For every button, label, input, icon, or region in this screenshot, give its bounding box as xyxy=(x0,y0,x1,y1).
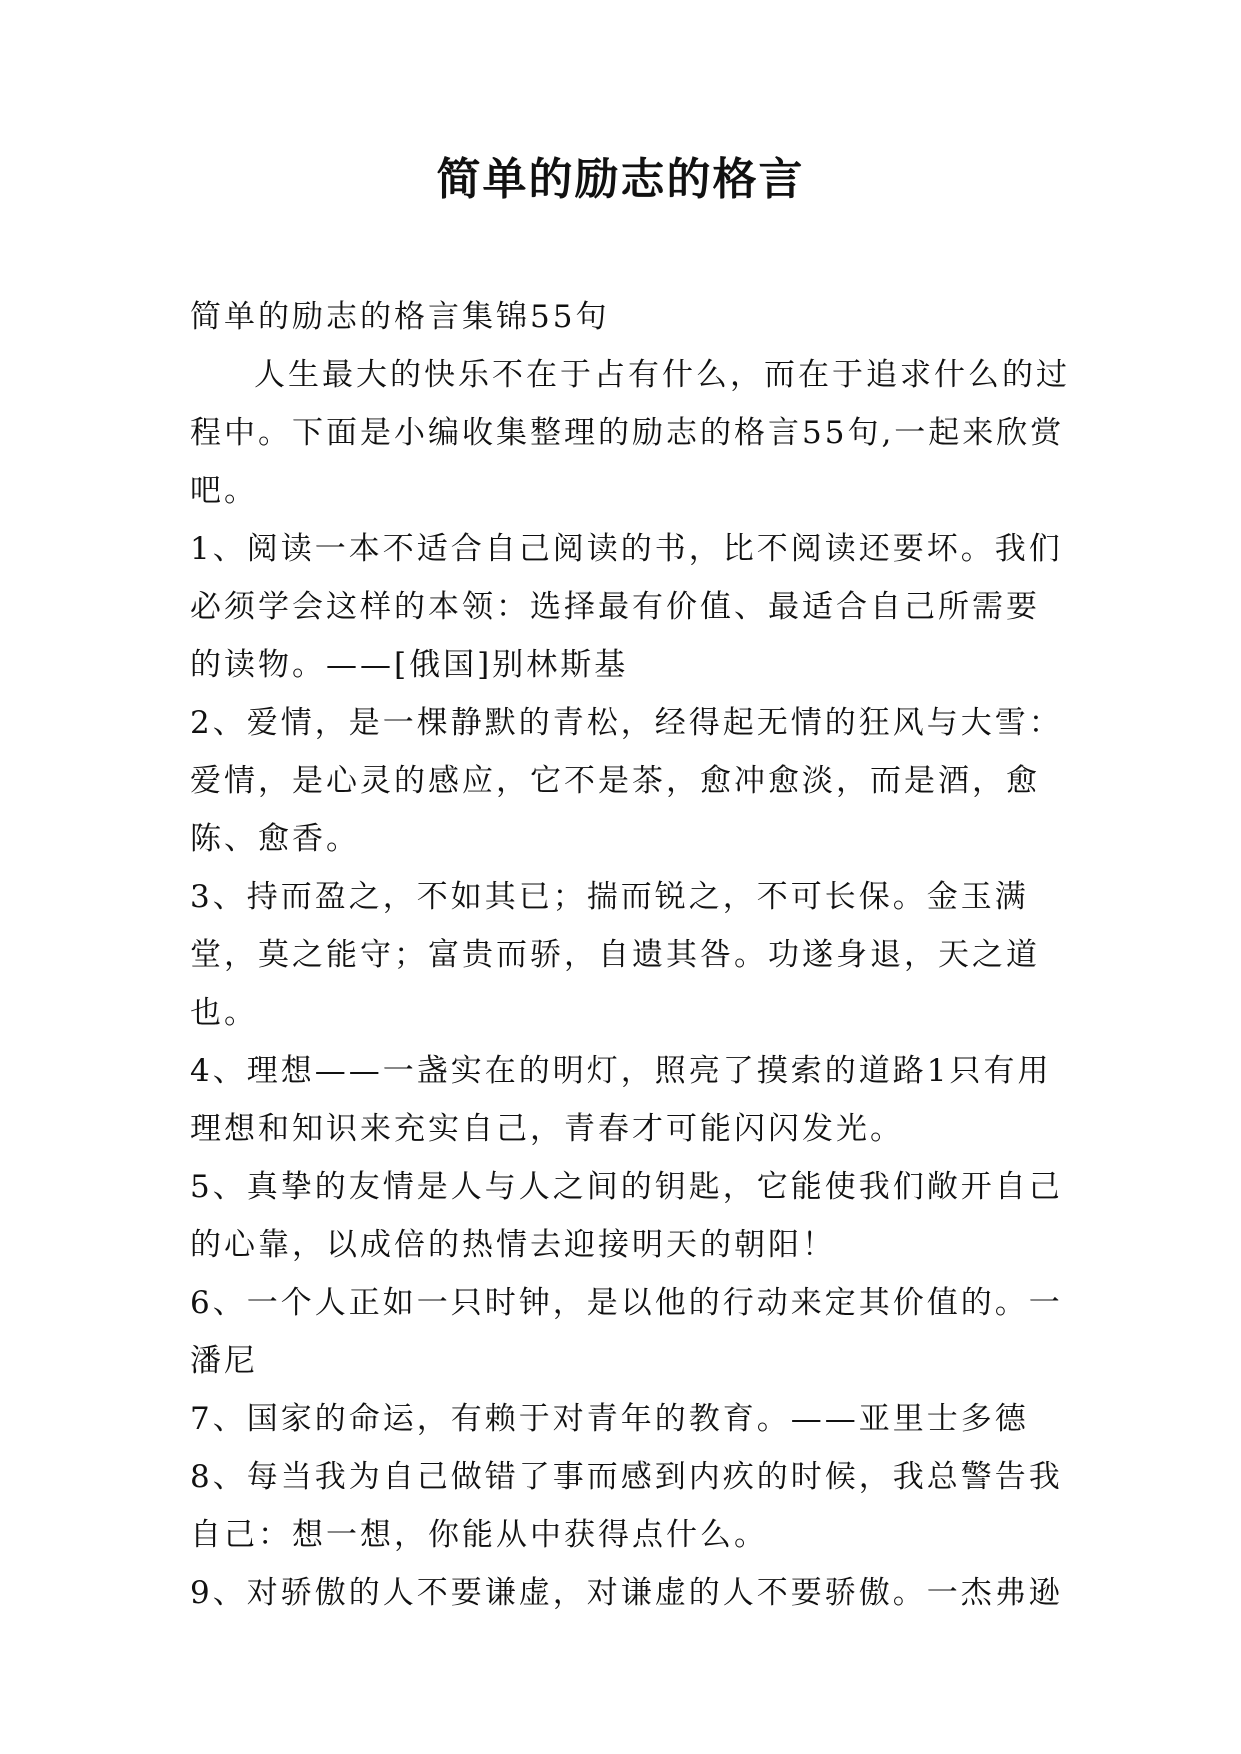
document-title: 简单的励志的格言 xyxy=(436,154,805,205)
quote-paragraph-3: 3、持而盈之，不如其已；揣而锐之，不可长保。金玉满堂，莫之能守；富贵而骄，自遗其咎。功遂身退，天之道也。 xyxy=(190,879,1040,1031)
document-body xyxy=(190,288,1070,1622)
quote-paragraph-2: 2、爱情，是一棵静默的青松，经得起无情的狂风与大雪：爱情，是心灵的感应，它不是茶，愈冲愈淡，而是酒，愈陈、愈香。 xyxy=(190,705,1063,857)
quote-paragraph-8: 8、每当我为自己做错了事而感到内疚的时候，我总警告我自己：想一想，你能从中获得点什么。 xyxy=(190,1459,1063,1553)
quote-paragraph-5: 5、真挚的友情是人与人之间的钥匙，它能使我们敞开自己的心靠，以成倍的热情去迎接明天的朝阳！ xyxy=(190,1169,1063,1263)
intro-paragraph: 人生最大的快乐不在于占有什么，而在于追求什么的过程中。下面是小编收集整理的励志的格言55句,一起来欣赏吧。 xyxy=(190,357,1070,509)
quote-paragraph-9: 9、对骄傲的人不要谦虚，对谦虚的人不要骄傲。一杰弗逊 xyxy=(190,1575,1063,1611)
quote-paragraph-4: 4、理想——一盏实在的明灯，照亮了摸索的道路1只有用理想和知识来充实自己，青春才可能闪闪发光。 xyxy=(190,1053,1052,1147)
quote-paragraph-7: 7、国家的命运，有赖于对青年的教育。——亚里士多德 xyxy=(190,1401,1029,1437)
subtitle-paragraph: 简单的励志的格言集锦55句 xyxy=(190,299,610,335)
quote-paragraph-1: 1、阅读一本不适合自己阅读的书，比不阅读还要坏。我们必须学会这样的本领：选择最有价值、最适合自己所需要的读物。——[俄国]别林斯基 xyxy=(190,531,1063,683)
quote-paragraph-6: 6、一个人正如一只时钟，是以他的行动来定其价值的。一潘尼 xyxy=(190,1285,1063,1379)
